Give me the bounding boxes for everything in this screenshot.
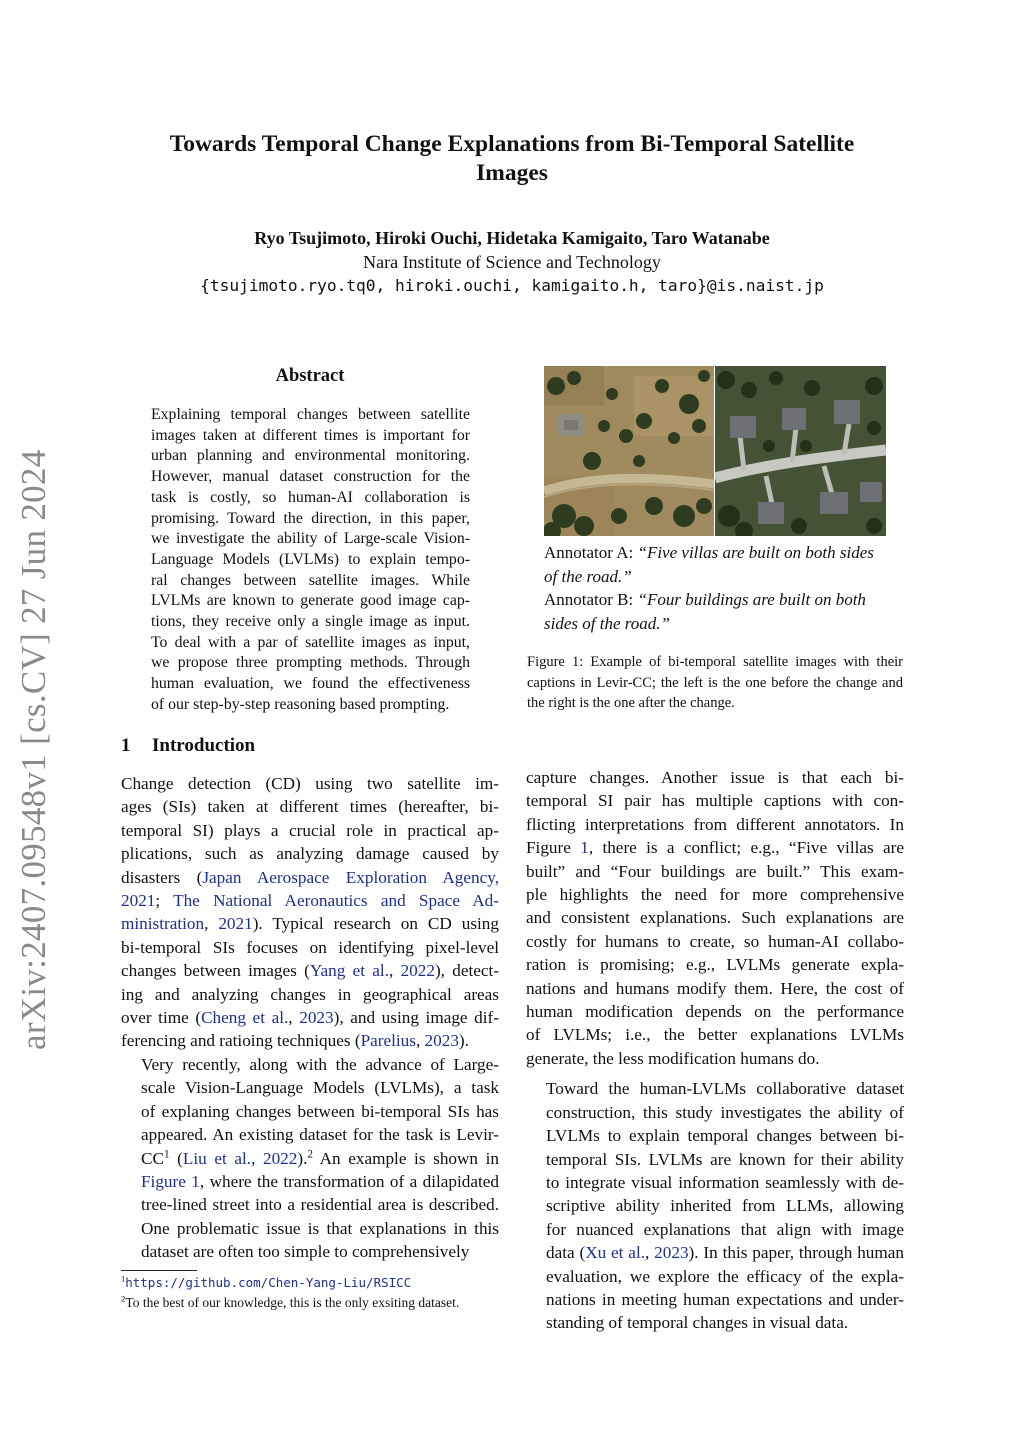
citation-link[interactable]: Xu et al.: [585, 1243, 646, 1263]
text-line: 2021; The National Aeronautics and Space Ad-: [121, 891, 499, 911]
text-line: costly for humans to create, so human-AI collabo-: [526, 931, 904, 951]
text-line: scale Vision-Language Models (LVLMs), a task: [141, 1078, 499, 1098]
citation-link[interactable]: Figure 1: [141, 1171, 200, 1191]
abstract-heading: Abstract: [275, 366, 345, 386]
text-line: flicting interpretations from different annotators. In: [526, 814, 904, 834]
abstract-line: Language Models (LVLMs) to explain tempo-: [151, 550, 470, 568]
intro-paragraph-3: [526, 766, 904, 1070]
footnote-2-text: To the best of our knowledge, this is the only exsiting dataset.: [125, 1295, 460, 1310]
text-line: ministration, 2021). Typical research on CD using: [121, 914, 499, 934]
text-line: temporal SI) plays a crucial role in practical ap-: [121, 820, 499, 840]
citation-link[interactable]: Cheng et al.: [201, 1008, 289, 1028]
before-image: [544, 366, 714, 536]
author-list: Ryo Tsujimoto, Hiroki Ouchi, Hidetaka Kamigaito, Taro Watanabe: [254, 228, 770, 248]
text-line: disasters (Japan Aerospace Exploration Agency,: [121, 867, 499, 887]
citation-link[interactable]: 2023: [424, 1031, 459, 1051]
text-line: standing of temporal changes in visual data.: [546, 1313, 849, 1333]
author-emails: {tsujimoto.ryo.tq0, hiroki.ouchi, kamigaito.h, taro}@is.naist.jp: [200, 276, 824, 295]
footnote-2-mark: 2: [121, 1293, 126, 1304]
citation-link[interactable]: Yang et al.: [309, 961, 389, 981]
arxiv-identifier: arXiv:2407.09548v1 [cs.CV] 27 Jun 2024: [14, 449, 53, 1050]
text-line: temporal SIs. LVLMs are known for their ability: [546, 1149, 904, 1169]
footnote-1-mark: 1: [121, 1273, 126, 1284]
text-line: to integrate visual information seamlessly with de-: [546, 1172, 904, 1192]
abstract-line: ral changes between satellite images. While: [151, 571, 470, 589]
text-line: ferencing and ratioing techniques (Parelius, 2023).: [121, 1031, 469, 1051]
text-line: plications, such as analyzing damage caused by: [121, 844, 499, 864]
footnote-marker: 1: [163, 1147, 170, 1160]
text-line: of LVLMs; i.e., the better explanations LVLMs: [526, 1025, 904, 1045]
paper-title: [0, 130, 1024, 188]
intro-paragraph-1: [121, 772, 499, 1053]
abstract-line: tions, they receive only a single image as input.: [151, 613, 470, 631]
abstract-line: human evaluation, we found the effectiveness: [151, 675, 470, 693]
abstract-line: However, manual dataset construction for the: [151, 468, 470, 486]
footnote-divider: [121, 1270, 197, 1271]
citation-link[interactable]: 2022: [262, 1148, 298, 1168]
text-line: capture changes. Another issue is that each bi-: [526, 768, 904, 787]
citation-link[interactable]: ministration: [121, 914, 205, 934]
text-line: temporal SI pair has multiple captions with con-: [526, 791, 904, 811]
abstract-line: urban planning and environmental monitoring.: [151, 447, 470, 465]
citation-link[interactable]: Parelius: [360, 1031, 416, 1051]
text-line: evaluation, we explore the efficacy of the expla-: [546, 1266, 904, 1286]
footnote-1: [121, 1275, 411, 1291]
text-line: Toward the human-LVLMs collaborative dataset: [546, 1079, 904, 1099]
figure-1-caption: Figure 1: Example of bi-temporal satellite images with their captions in Levir-CC; the left is the one before the change and the right is the one after the change.: [527, 654, 903, 711]
text-line: scriptive ability inherited from LLMs, allowing: [546, 1196, 904, 1216]
annotator-b-caption: [544, 588, 886, 635]
citation-link[interactable]: Japan Aerospace Exploration Agency,: [202, 867, 499, 887]
citation-link[interactable]: 2022: [400, 961, 435, 981]
satellite-image-pair: [544, 366, 886, 536]
abstract-line: To deal with a par of satellite images as input,: [151, 633, 470, 651]
section-heading-introduction: [121, 735, 255, 757]
annotator-b-label: Annotator B:: [544, 590, 638, 609]
text-line: tree-lined street into a residential area is described.: [141, 1195, 499, 1215]
text-line: of explaning changes between bi-temporal SIs has: [141, 1101, 499, 1121]
title-line-2: Images: [476, 160, 548, 186]
footnote-2: [121, 1294, 499, 1312]
left-column-body: [121, 772, 499, 1264]
abstract-line: we investigate the ability of Large-scale Vision-: [151, 530, 470, 548]
text-line: data (Xu et al., 2023). In this paper, through human: [546, 1243, 904, 1263]
intro-paragraph-4: [526, 1077, 904, 1334]
affiliation: Nara Institute of Science and Technology: [363, 252, 661, 272]
text-line: ple highlights the need for more comprehensive: [526, 885, 904, 905]
text-line: LVLMs to explain temporal changes between bi-: [546, 1126, 904, 1146]
abstract-line: task is costly, so human-AI collaboration is: [151, 488, 470, 506]
abstract-line: promising. Toward the direction, in this paper,: [151, 509, 470, 527]
section-title: Introduction: [152, 735, 256, 756]
text-line: appeared. An existing dataset for the task is Levir-: [141, 1125, 499, 1145]
text-line: human modification depends on the performance: [526, 1002, 904, 1022]
abstract-line: of our step-by-step reasoning based prompting.: [151, 695, 450, 713]
footnote-marker: 2: [307, 1147, 313, 1160]
text-line: $CC^1$ (Liu et al., 2022).$^2$ An example is shown in: [141, 1147, 499, 1168]
intro-paragraph-2: [121, 1053, 499, 1264]
citation-link[interactable]: The National Aeronautics and Space Ad-: [173, 891, 499, 911]
after-image: [715, 366, 886, 536]
annotator-b-text: “Four buildings are built on both sides of the road.”: [544, 590, 866, 633]
section-number: 1: [121, 735, 131, 756]
text-line: construction, this study investigates the ability of: [546, 1102, 904, 1122]
text-line: ration is promising; e.g., LVLMs generate expla-: [526, 955, 904, 975]
text-line: One problematic issue is that explanations in this: [141, 1218, 499, 1238]
title-line-1: Towards Temporal Change Explanations from Bi-Temporal Satellite: [169, 131, 855, 157]
abstract-line: LVLMs are known to generate good image cap-: [151, 592, 470, 610]
text-line: built” and “Four buildings are built.” This exam-: [526, 861, 904, 881]
citation-link[interactable]: 1: [580, 838, 589, 858]
text-line: generate, the less modification humans do.: [526, 1048, 820, 1068]
citation-link[interactable]: 2021: [121, 891, 156, 911]
text-line: changes between images (Yang et al., 2022), detect-: [121, 961, 499, 981]
citation-link[interactable]: 2023: [299, 1008, 334, 1028]
footnote-1-link[interactable]: https://github.com/Chen-Yang-Liu/RSICC: [125, 1275, 412, 1290]
annotator-a-caption: [544, 541, 886, 588]
citation-link[interactable]: Liu et al.: [182, 1148, 252, 1168]
text-line: ages (SIs) taken at different times (hereafter, bi-: [121, 797, 499, 817]
text-line: and consistent explanations. Such explanations are: [526, 908, 904, 928]
text-line: nations in meeting human expectations and under-: [546, 1289, 904, 1309]
text-line: dataset are often too simple to comprehensively: [141, 1242, 470, 1262]
text-line: Very recently, along with the advance of Large-: [141, 1054, 499, 1074]
figure-1-image-pair: [544, 366, 886, 536]
text-line: Figure 1, there is a conflict; e.g., “Five villas are: [526, 838, 905, 858]
annotator-a-label: Annotator A:: [544, 543, 638, 562]
abstract-line: we propose three prompting methods. Through: [151, 654, 470, 672]
abstract-line: Explaining temporal changes between satellite: [151, 406, 470, 423]
right-column-body: [526, 766, 904, 1335]
abstract-body: [151, 405, 470, 716]
figure-1-annotations: [544, 541, 886, 635]
text-line: ing and analyzing changes in geographical areas: [121, 984, 499, 1004]
text-line: bi-temporal SIs focuses on identifying pixel-level: [121, 937, 499, 957]
text-line: over time (Cheng et al., 2023), and using image dif-: [121, 1008, 499, 1028]
text-line: Change detection (CD) using two satellite im-: [121, 774, 499, 793]
text-line: for nuanced explanations that align with image: [546, 1219, 904, 1239]
abstract-line: images taken at different times is important for: [151, 426, 470, 444]
text-line: nations and humans modify them. Here, the cost of: [526, 978, 904, 998]
citation-link[interactable]: 2023: [654, 1243, 689, 1263]
text-line: Figure 1, where the transformation of a dilapidated: [141, 1171, 500, 1191]
citation-link[interactable]: 2021: [218, 914, 253, 934]
annotator-a-text: “Five villas are built on both sides of the road.”: [544, 543, 874, 586]
